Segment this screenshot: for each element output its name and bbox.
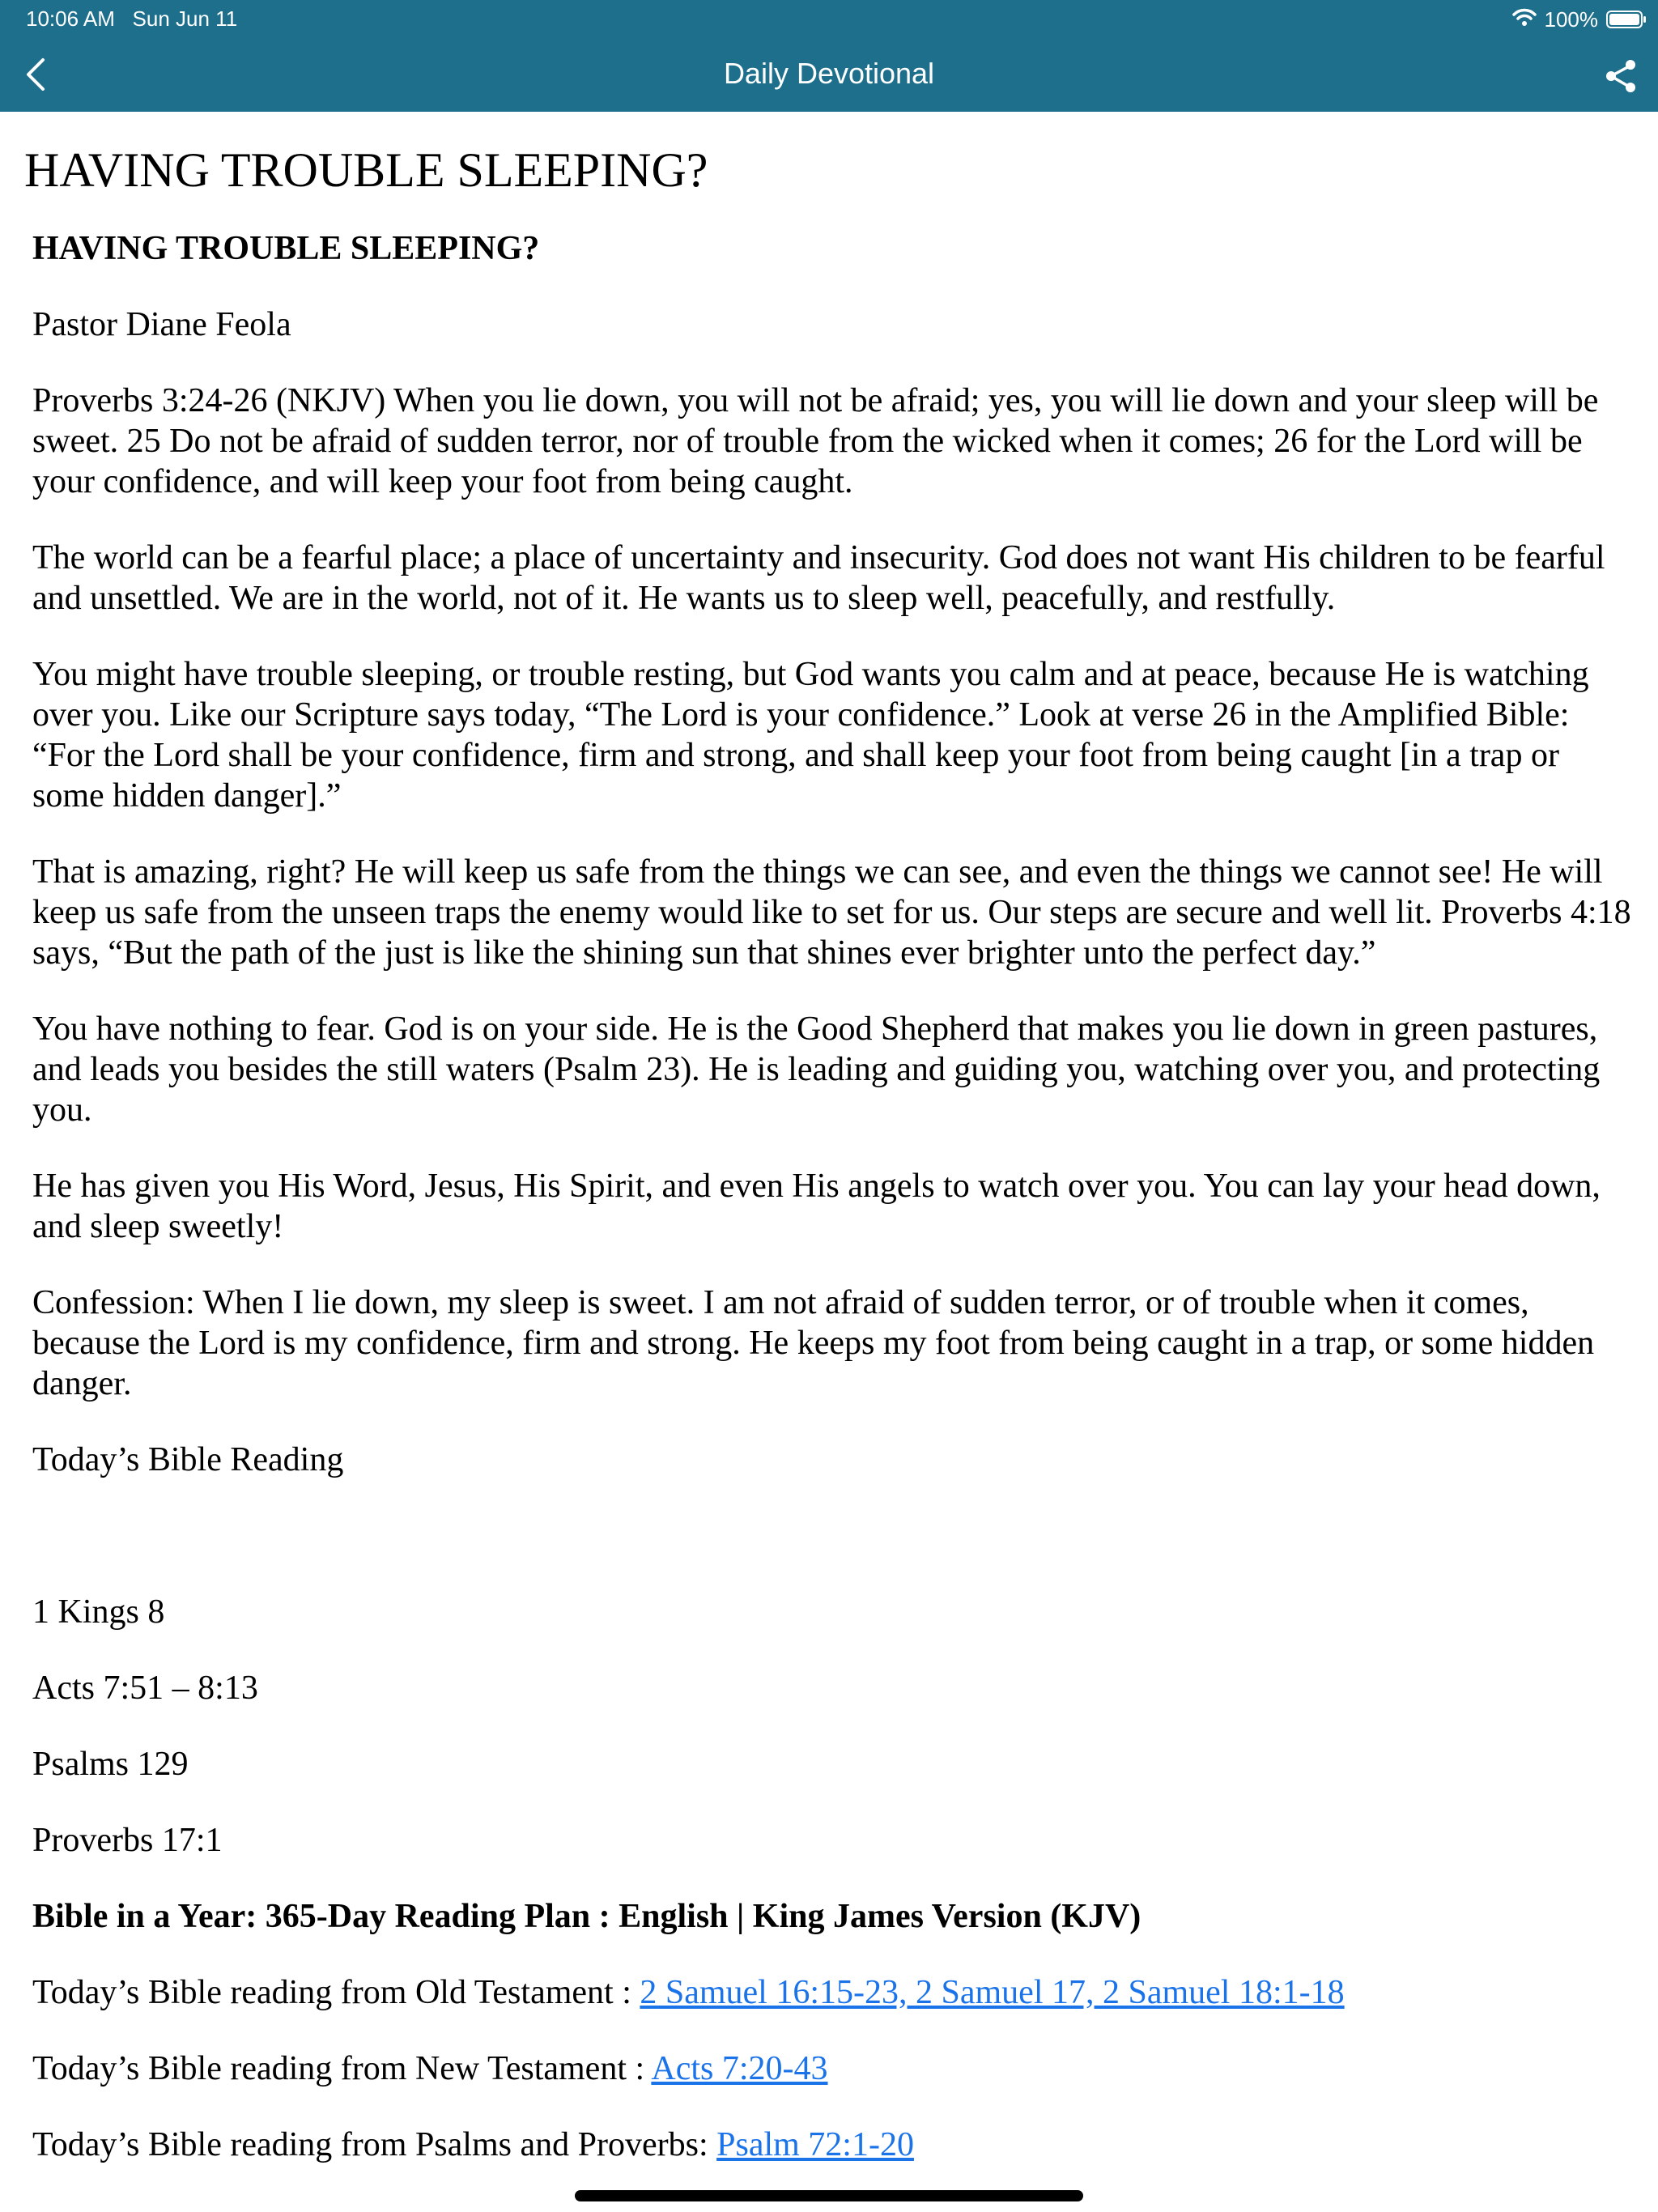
status-time-value: 10:06 AM (26, 6, 115, 31)
paragraph: You might have trouble sleeping, or trouble resting, but God wants you calm and at peace, because He is watching over you. Like our Scripture says today, “The Lord is your confidence.” Look at verse 26 in the Amplified Bible: “For the Lord shall be your confidence, firm and strong, and shall keep your foot from being caught [in a trap or some hidden danger].” (32, 656, 1589, 815)
paragraph: The world can be a fearful place; a place of uncertainty and insecurity. God does not want His children to be fearful and unsettled. We are in the world, not of it. He wants us to sleep well, peacefully, and restfully. (32, 539, 1605, 617)
share-button[interactable] (1596, 52, 1645, 100)
old-testament-reading (32, 1972, 1635, 2013)
new-testament-reading (32, 2048, 1635, 2089)
article-author: Pastor Diane Feola (32, 306, 291, 343)
article-heading: HAVING TROUBLE SLEEPING? (32, 230, 540, 267)
scripture-passage: Proverbs 3:24-26 (NKJV) When you lie down, you will not be afraid; yes, you will lie down and your sleep will be sweet. 25 Do not be afraid of sudden terror, nor of trouble from the wicked when it comes; 26 for the Lord will be your confidence, and will keep your foot from being caught. (32, 382, 1599, 500)
confession: Confession: When I lie down, my sleep is sweet. I am not afraid of sudden terror, or of trouble when it comes, because the Lord is my confidence, firm and strong. He keeps my foot from being caught in a trap, or some hidden danger. (32, 1284, 1595, 1402)
new-testament-label: Today’s Bible reading from New Testament : (32, 2050, 652, 2087)
paragraph: You have nothing to fear. God is on your side. He is the Good Shepherd that makes you lie down in green pastures, and leads you besides the still waters (Psalm 23). He is leading and guiding you, watching over you, and protecting you. (32, 1010, 1601, 1129)
reading-heading: Today’s Bible Reading (32, 1441, 344, 1478)
status-date-value: Sun Jun 11 (132, 6, 238, 31)
reading-item: 1 Kings 8 (32, 1593, 165, 1631)
status-indicators (1512, 5, 1647, 34)
paragraph: That is amazing, right? He will keep us safe from the things we can see, and even the things we cannot see! He will keep us safe from the unseen traps the enemy would like to set for us. Our steps are secure and well lit. Proverbs 4:18 says, “But the path of the just is like the shining sun that shines ever brighter unto the perfect day.” (32, 853, 1631, 972)
reading-item: Acts 7:51 – 8:13 (32, 1670, 258, 1707)
psalms-proverbs-label: Today’s Bible reading from Psalms and Proverbs: (32, 2126, 717, 2163)
battery-percent: 100% (1544, 6, 1598, 32)
battery-icon (1606, 10, 1647, 29)
paragraph: He has given you His Word, Jesus, His Spirit, and even His angels to watch over you. You can lay your head down, and sleep sweetly! (32, 1168, 1601, 1245)
nav-bar (0, 0, 1658, 112)
article-body (32, 228, 1635, 2201)
old-testament-label: Today’s Bible reading from Old Testament : (32, 1974, 640, 2011)
page-title-nav: Daily Devotional (723, 57, 935, 90)
spacer (32, 1516, 1635, 1592)
share-icon (1603, 58, 1639, 94)
plan-heading: Bible in a Year: 365-Day Reading Plan : English | King James Version (KJV) (32, 1898, 1141, 1935)
reading-item: Proverbs 17:1 (32, 1822, 223, 1859)
new-testament-link[interactable]: Acts 7:20-43 (651, 2050, 828, 2087)
status-time (26, 6, 237, 32)
psalms-proverbs-link[interactable]: Psalm 72:1-20 (716, 2126, 914, 2163)
article-title: HAVING TROUBLE SLEEPING? (24, 143, 708, 197)
old-testament-link[interactable]: 2 Samuel 16:15-23, 2 Samuel 17, 2 Samuel 18:1-18 (640, 1974, 1345, 2011)
psalms-proverbs-reading (32, 2125, 1635, 2165)
reading-item: Psalms 129 (32, 1746, 189, 1783)
wifi-icon (1512, 7, 1537, 32)
home-indicator[interactable] (575, 2190, 1083, 2201)
